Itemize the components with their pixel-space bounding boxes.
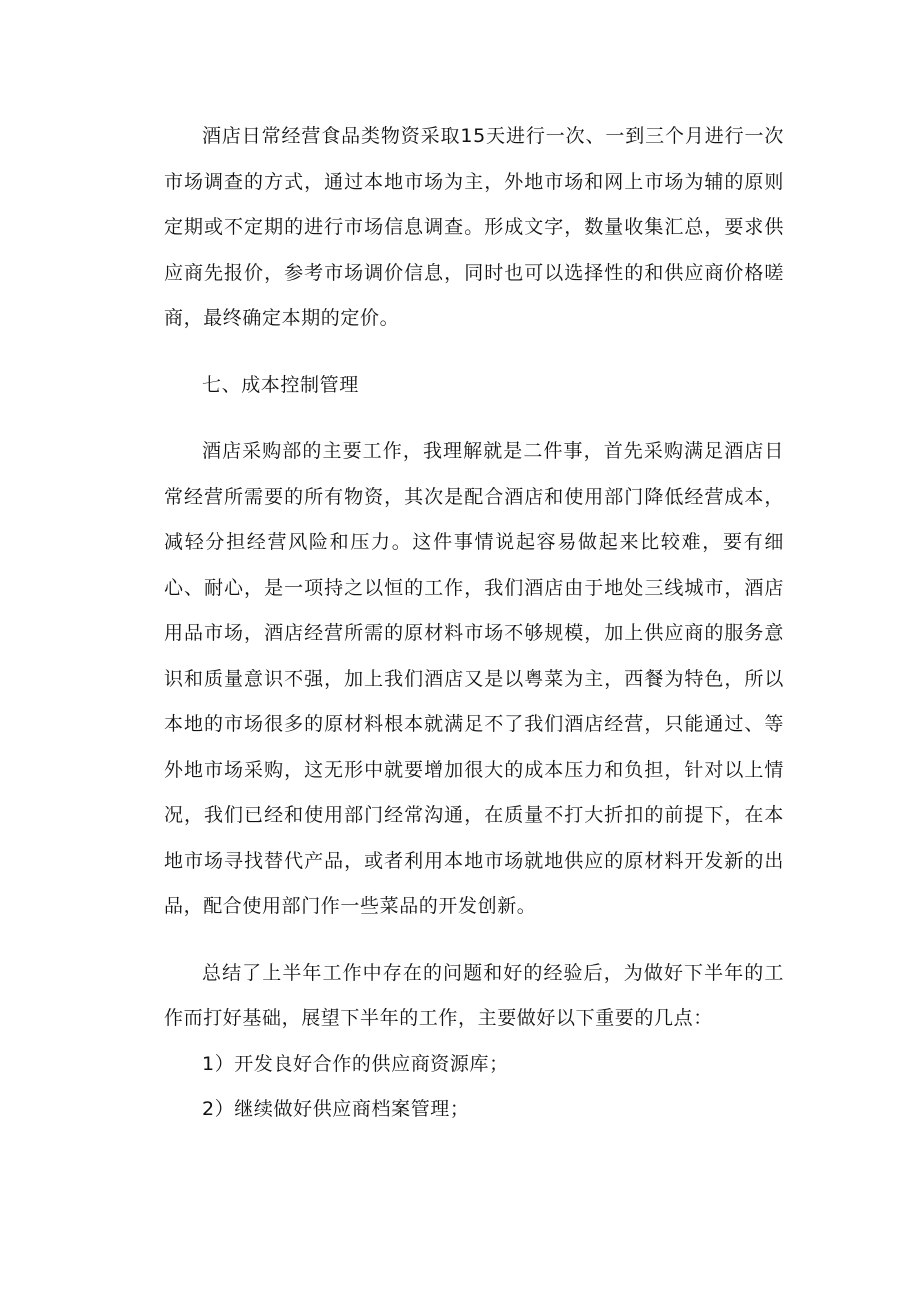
paragraph-summary-outlook: 总结了上半年工作中存在的问题和好的经验后，为做好下半年的工作而打好基础，展望下半年的工作，主要做好以下重要的几点： xyxy=(164,961,784,1029)
paragraph-market-survey: 酒店日常经营食品类物资采取15天进行一次、一到三个月进行一次市场调查的方式，通过本地市场为主，外地市场和网上市场为辅的原则定期或不定期的进行市场信息调查。形成文字，数量收集汇总，要求供应商先报价，参考市场调价信息，同时也可以选择性的和供应商价格嗟商，最终确定本期的定价。 xyxy=(164,125,784,329)
paragraph-purchasing-work: 酒店采购部的主要工作，我理解就是二件事，首先采购满足酒店日常经营所需要的所有物资，其次是配合酒店和使用部门降低经营成本，减轻分担经营风险和压力。这件事情说起容易做起来比较难，要有细心、耐心，是一项持之以恒的工作，我们酒店由于地处三线城市，酒店用品市场，酒店经营所需的原材料市场不够规模，加上供应商的服务意识和质量意识不强，加上我们酒店又是以粤菜为主，西餐为特色，所以本地的市场很多的原材料根本就满足不了我们酒店经营，只能通过、等外地市场采购，这无形中就要增加很大的成本压力和负担，针对以上情况，我们已经和使用部门经常沟通，在质量不打大折扣的前提下，在本地市场寻找替代产品，或者利用本地市场就地供应的原材料开发新的出品，配合使用部门作一些菜品的开发创新。 xyxy=(164,440,784,917)
document-body xyxy=(164,114,784,1133)
list-item-supplier-resources: 1）开发良好合作的供应商资源库； xyxy=(202,1052,509,1075)
list-item-supplier-archive: 2）继续做好供应商档案管理； xyxy=(202,1098,470,1120)
section-heading-cost-control: 七、成本控制管理 xyxy=(202,373,359,396)
